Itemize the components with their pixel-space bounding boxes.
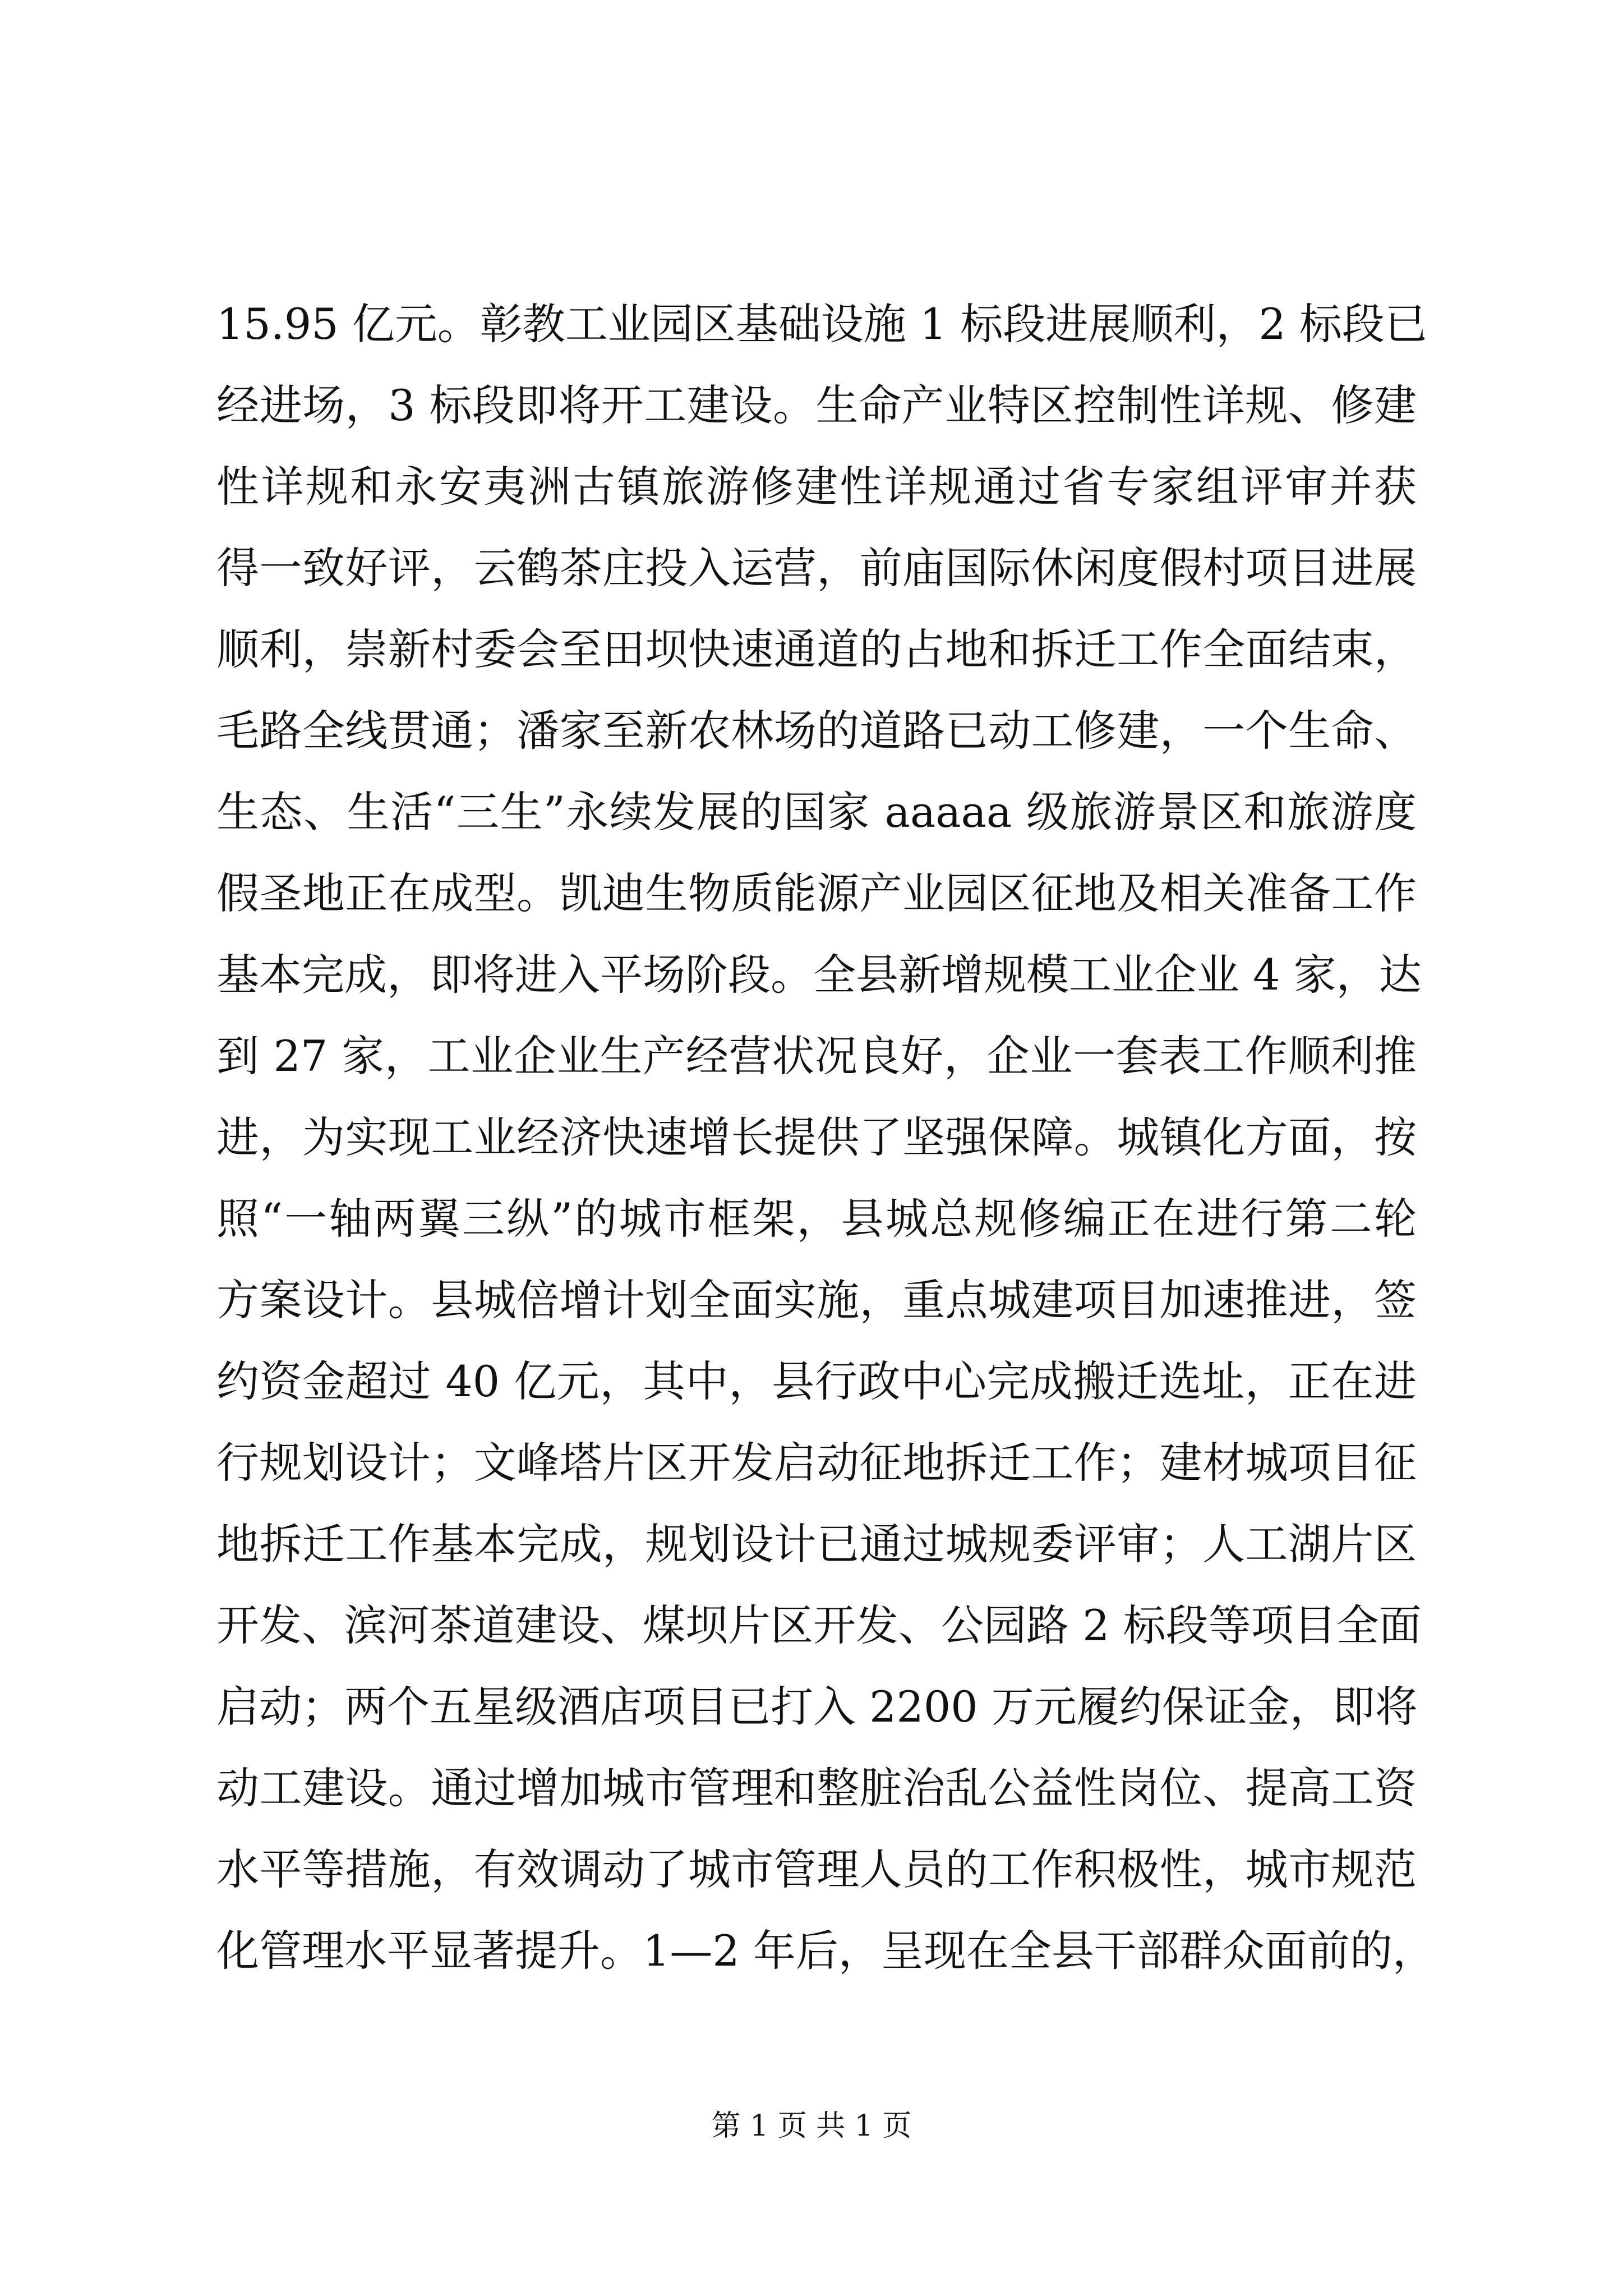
text-line: 顺利，崇新村委会至田坝快速通道的占地和拆迁工作全面结束， bbox=[216, 624, 1417, 674]
text-line: 照“一轴两翼三纵”的城市框架，县城总规修编正在进行第二轮 bbox=[216, 1194, 1417, 1244]
text-line: 毛路全线贯通；潘家至新农林场的道路已动工修建，一个生命、 bbox=[216, 706, 1417, 756]
text-line: 生态、生活“三生”永续发展的国家 aaaaa 级旅游景区和旅游度 bbox=[216, 787, 1417, 837]
text-line: 水平等措施，有效调动了城市管理人员的工作积极性，城市规范 bbox=[216, 1844, 1417, 1894]
body-paragraph bbox=[216, 283, 1435, 1991]
text-line: 行规划设计；文峰塔片区开发启动征地拆迁工作；建材城项目征 bbox=[216, 1438, 1417, 1488]
text-line: 方案设计。县城倍增计划全面实施，重点城建项目加速推进，签 bbox=[216, 1275, 1417, 1325]
text-line: 地拆迁工作基本完成，规划设计已通过城规委评审；人工湖片区 bbox=[216, 1519, 1417, 1569]
text-line: 启动；两个五星级酒店项目已打入 2200 万元履约保证金，即将 bbox=[216, 1682, 1418, 1732]
text-line: 性详规和永安夷洲古镇旅游修建性详规通过省专家组评审并获 bbox=[216, 462, 1417, 512]
text-line: 进，为实现工业经济快速增长提供了坚强保障。城镇化方面，按 bbox=[216, 1112, 1417, 1162]
text-line: 得一致好评，云鹤茶庄投入运营，前庙国际休闲度假村项目进展 bbox=[216, 543, 1417, 593]
text-line: 动工建设。通过增加城市管理和整脏治乱公益性岗位、提高工资 bbox=[216, 1763, 1417, 1813]
text-line: 经进场，3 标段即将开工建设。生命产业特区控制性详规、修建 bbox=[216, 380, 1417, 430]
text-line: 假圣地正在成型。凯迪生物质能源产业园区征地及相关准备工作 bbox=[216, 868, 1417, 918]
text-line: 化管理水平显著提升。1—2 年后，呈现在全县干部群众面前的， bbox=[216, 1926, 1435, 1976]
text-line: 约资金超过 40 亿元，其中，县行政中心完成搬迁选址，正在进 bbox=[216, 1356, 1417, 1406]
text-line: 15.95 亿元。彰教工业园区基础设施 1 标段进展顺利，2 标段已 bbox=[216, 299, 1427, 349]
page-number-footer: 第 1 页 共 1 页 bbox=[711, 2109, 912, 2143]
text-line: 基本完成，即将进入平场阶段。全县新增规模工业企业 4 家，达 bbox=[216, 950, 1422, 1000]
text-line: 开发、滨河茶道建设、煤坝片区开发、公园路 2 标段等项目全面 bbox=[216, 1600, 1422, 1650]
text-line: 到 27 家，工业企业生产经营状况良好，企业一套表工作顺利推 bbox=[216, 1031, 1417, 1081]
